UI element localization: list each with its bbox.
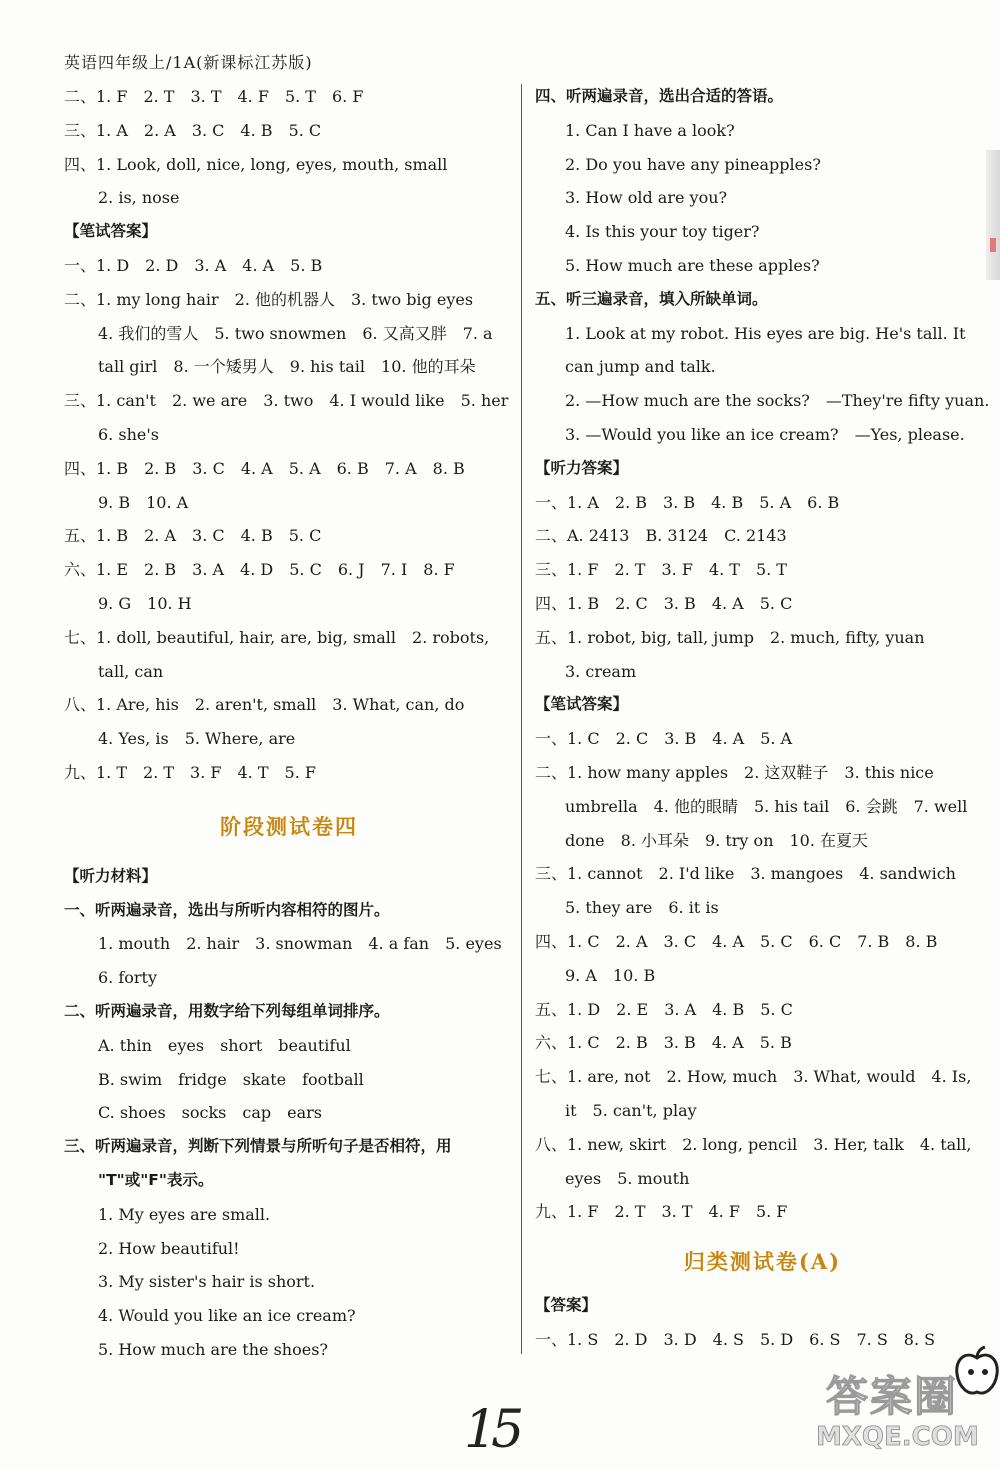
question-line: 3. My sister's hair is short. bbox=[98, 1272, 316, 1292]
answer-line: 八、1. Are, his 2. aren't, small 3. What, can, do bbox=[64, 695, 465, 715]
answer-line: 三、1. cannot 2. I'd like 3. mangoes 4. sandwich bbox=[535, 864, 956, 884]
right-column bbox=[535, 80, 990, 1357]
answer-line: 四、1. B 2. C 3. B 4. A 5. C bbox=[535, 593, 793, 613]
page-edge-marker bbox=[990, 238, 996, 252]
question-line: 3. How old are you? bbox=[565, 188, 728, 208]
question-heading: "T"或"F"表示。 bbox=[98, 1170, 214, 1189]
answer-line: 七、1. are, not 2. How, much 3. What, would 4. Is, bbox=[535, 1067, 972, 1087]
answer-line: 一、1. D 2. D 3. A 4. A 5. B bbox=[64, 255, 323, 275]
answer-line: 二、1. my long hair 2. 他的机器人 3. two big eyes bbox=[64, 289, 474, 309]
question-heading: 五、听三遍录音，填入所缺单词。 bbox=[535, 289, 768, 308]
section-heading: 【笔试答案】 bbox=[535, 695, 629, 714]
question-line: 2. How beautiful! bbox=[98, 1238, 240, 1258]
question-heading: 四、听两遍录音，选出合适的答语。 bbox=[535, 87, 784, 105]
answer-line: 九、1. T 2. T 3. F 4. T 5. F bbox=[64, 762, 316, 782]
answer-line: tall, can bbox=[98, 661, 164, 681]
answer-line: 6. she's bbox=[98, 424, 159, 444]
answer-line: 一、1. S 2. D 3. D 4. S 5. D 6. S 7. S 8. S bbox=[535, 1329, 936, 1349]
answer-line: 九、1. F 2. T 3. T 4. F 5. F bbox=[535, 1202, 788, 1222]
page-header: 英语四年级上/1A(新课标江苏版) bbox=[64, 53, 313, 72]
question-line: 4. Would you like an ice cream? bbox=[98, 1306, 356, 1326]
answer-line: 3. cream bbox=[565, 661, 637, 681]
question-line: 6. forty bbox=[98, 968, 158, 988]
answer-line: 5. they are 6. it is bbox=[565, 898, 719, 918]
answer-line: 四、1. C 2. A 3. C 4. A 5. C 6. C 7. B 8. B bbox=[535, 931, 938, 951]
handwritten-page-number: 15 bbox=[464, 1400, 519, 1460]
answer-line: tall girl 8. 一个矮男人 9. his tail 10. 他的耳朵 bbox=[98, 357, 476, 377]
question-line: 1. My eyes are small. bbox=[98, 1204, 271, 1224]
answer-line: 六、1. E 2. B 3. A 4. D 5. C 6. J 7. I 8. F bbox=[64, 560, 455, 580]
answer-line: 四、1. B 2. B 3. C 4. A 5. A 6. B 7. A 8. B bbox=[64, 458, 465, 478]
question-line: 1. Look at my robot. His eyes are big. He's tall. It bbox=[565, 323, 966, 343]
answer-line: 五、1. D 2. E 3. A 4. B 5. C bbox=[535, 999, 793, 1019]
question-line: 5. How much are the shoes? bbox=[98, 1339, 328, 1359]
answer-line: 9. B 10. A bbox=[98, 492, 189, 512]
section-title-category-test-a: 归类测试卷(A) bbox=[683, 1249, 842, 1275]
answer-line: 二、1. F 2. T 3. T 4. F 5. T 6. F bbox=[64, 87, 364, 106]
answer-line: eyes 5. mouth bbox=[565, 1168, 690, 1188]
answer-line: 9. A 10. B bbox=[565, 965, 656, 985]
section-heading: 【笔试答案】 bbox=[64, 222, 158, 241]
answer-line: 四、1. Look, doll, nice, long, eyes, mouth, small bbox=[64, 154, 448, 174]
answer-line: it 5. can't, play bbox=[565, 1100, 697, 1120]
section-heading: 【答案】 bbox=[535, 1296, 598, 1315]
watermark-url: MXQE.COM bbox=[816, 1422, 979, 1452]
answer-line: 4. Yes, is 5. Where, are bbox=[98, 729, 296, 749]
answer-line: 一、1. A 2. B 3. B 4. B 5. A 6. B bbox=[535, 492, 840, 512]
question-heading: 二、听两遍录音，用数字给下列每组单词排序。 bbox=[64, 1001, 390, 1020]
section-title-stage-test-4: 阶段测试卷四 bbox=[220, 813, 358, 839]
answer-line: 2. is, nose bbox=[98, 188, 180, 208]
answer-line: 七、1. doll, beautiful, hair, are, big, small 2. robots, bbox=[64, 627, 490, 647]
answer-line: 二、1. how many apples 2. 这双鞋子 3. this nice bbox=[535, 762, 934, 782]
left-column bbox=[64, 80, 514, 1367]
answer-line: 二、A. 2413 B. 3124 C. 2143 bbox=[535, 526, 787, 546]
column-divider bbox=[521, 84, 522, 1354]
answer-line: 八、1. new, skirt 2. long, pencil 3. Her, talk 4. tall, bbox=[535, 1134, 972, 1154]
page-edge-tab bbox=[986, 150, 1000, 280]
section-heading: 【听力材料】 bbox=[64, 866, 158, 885]
question-line: 4. Is this your toy tiger? bbox=[565, 222, 760, 242]
question-line: can jump and talk. bbox=[565, 357, 716, 377]
question-line: 2. Do you have any pineapples? bbox=[565, 154, 821, 174]
question-line: A. thin eyes short beautiful bbox=[98, 1035, 351, 1055]
answer-line: umbrella 4. 他的眼睛 5. his tail 6. 会跳 7. well bbox=[565, 796, 968, 816]
question-line: 1. mouth 2. hair 3. snowman 4. a fan 5. eyes bbox=[98, 934, 502, 954]
answer-line: 一、1. C 2. C 3. B 4. A 5. A bbox=[535, 729, 793, 749]
question-line: 5. How much are these apples? bbox=[565, 255, 820, 275]
answer-line: 五、1. robot, big, tall, jump 2. much, fifty, yuan bbox=[535, 627, 925, 647]
answer-line: 9. G 10. H bbox=[98, 593, 192, 613]
section-heading: 【听力答案】 bbox=[535, 458, 629, 477]
question-line: 3. —Would you like an ice cream? —Yes, please. bbox=[565, 424, 965, 444]
question-line: 2. —How much are the socks? —They're fifty yuan. bbox=[565, 391, 990, 411]
answer-line: 三、1. A 2. A 3. C 4. B 5. C bbox=[64, 120, 322, 140]
watermark-text: 答案圈 bbox=[826, 1372, 959, 1421]
answer-line: 五、1. B 2. A 3. C 4. B 5. C bbox=[64, 526, 322, 546]
question-heading: 三、听两遍录音，判断下列情景与所听句子是否相符，用 bbox=[64, 1137, 452, 1156]
apple-logo-icon bbox=[955, 1346, 999, 1396]
question-line: C. shoes socks cap ears bbox=[98, 1103, 322, 1123]
answer-line: 三、1. can't 2. we are 3. two 4. I would like 5. her bbox=[64, 391, 509, 411]
answer-line: 六、1. C 2. B 3. B 4. A 5. B bbox=[535, 1033, 792, 1053]
question-heading: 一、听两遍录音，选出与所听内容相符的图片。 bbox=[64, 900, 390, 919]
question-line: 1. Can I have a look? bbox=[565, 120, 735, 140]
question-line: B. swim fridge skate football bbox=[98, 1069, 364, 1089]
answer-line: done 8. 小耳朵 9. try on 10. 在夏天 bbox=[565, 830, 869, 850]
answer-line: 4. 我们的雪人 5. two snowmen 6. 又高又胖 7. a bbox=[98, 323, 493, 343]
answer-line: 三、1. F 2. T 3. F 4. T 5. T bbox=[535, 560, 787, 580]
